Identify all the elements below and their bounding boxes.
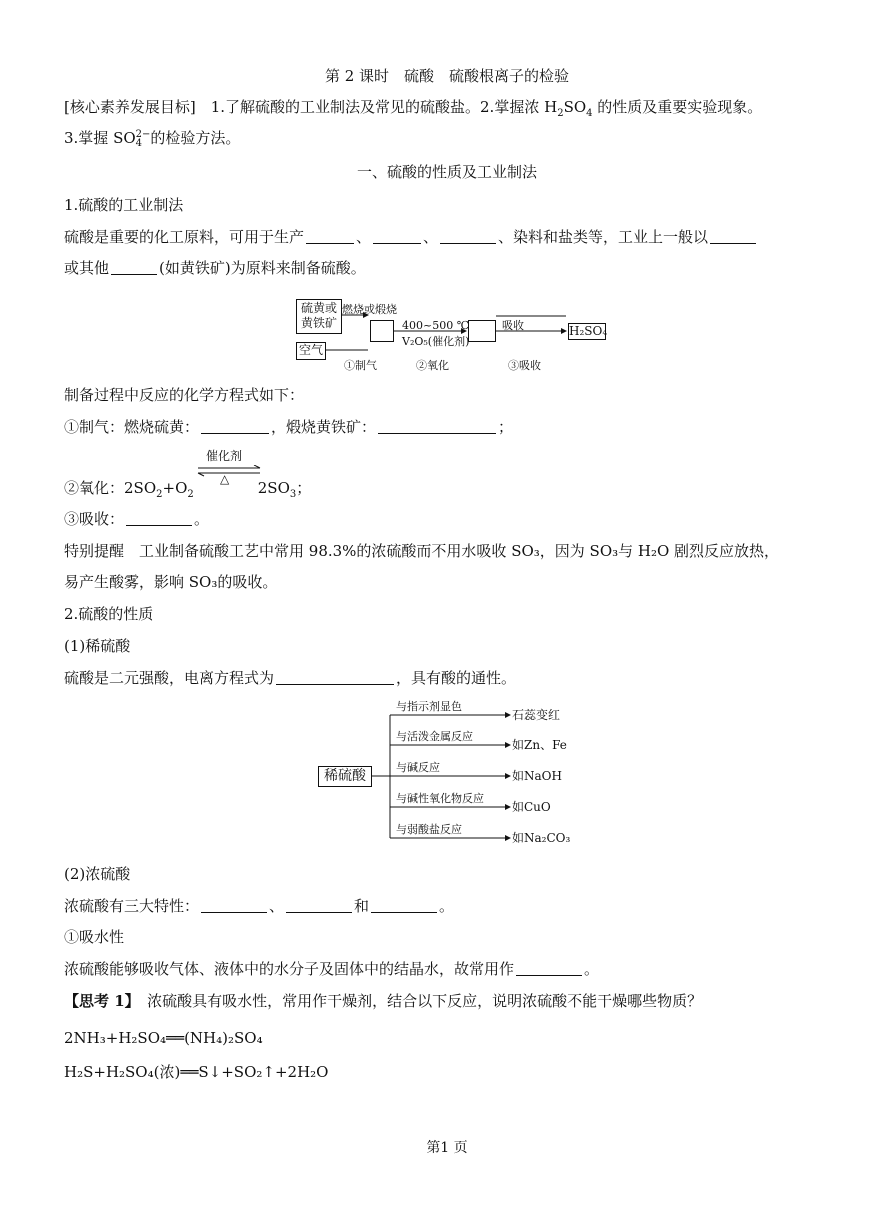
burn-label: 燃烧或煅烧: [342, 303, 397, 316]
tree-branch-result: 石蕊变红: [512, 708, 561, 722]
tree-branch-label: 与碱反应: [396, 761, 440, 774]
air-box: 空气: [296, 342, 326, 360]
paragraph-industrial-2: 或其他 (如黄铁矿)为原料来制备硫酸。: [64, 259, 366, 277]
special-tip-line-1: 特别提醒 工业制备硫酸工艺中常用 98.3%的浓硫酸而不用水吸收 SO₃，因为 SO₃与 H₂O 剧烈反应放热，: [64, 542, 780, 560]
paragraph-three-properties: 浓硫酸有三大特性： 、 和 。: [64, 897, 455, 915]
answer-blank[interactable]: [371, 898, 437, 913]
temperature-label: 400~500 ℃: [402, 319, 470, 332]
product-box: H₂SO₄: [569, 324, 608, 338]
heading-properties: 2.硫酸的性质: [64, 605, 154, 623]
equation-step-2: ②氧化：$2SO_2+O_2$ $2SO_3$；: [64, 479, 312, 500]
page-number: 第1 页: [426, 1140, 468, 1156]
step-3-label: ③吸收: [508, 359, 541, 372]
converter-box: [468, 320, 496, 342]
tree-branch-label: 与活泼金属反应: [396, 730, 473, 743]
reaction-equation-1: 2NH₃+H₂SO₄══(NH₄)₂SO₄: [64, 1029, 263, 1047]
page-title: 第 2 课时 硫酸 硫酸根离子的检验: [324, 67, 570, 85]
answer-blank[interactable]: [516, 961, 582, 976]
tree-branch-result: 如CuO: [512, 800, 551, 814]
heading-concentrated-acid: (2)浓硫酸: [64, 865, 131, 883]
dilute-acid-properties-tree: [316, 698, 596, 848]
absorb-label: 吸收: [502, 319, 524, 332]
answer-blank[interactable]: [111, 260, 157, 275]
answer-blank[interactable]: [440, 229, 496, 244]
answer-blank[interactable]: [378, 419, 496, 434]
answer-blank[interactable]: [126, 511, 192, 526]
tree-branch-label: 与弱酸盐反应: [396, 823, 462, 836]
paragraph-industrial-1: 硫酸是重要的化工原料，可用于生产 、 、 、染料和盐类等，工业上一般以: [64, 227, 758, 247]
step-1-label: ①制气: [344, 359, 377, 372]
tree-branch-result: 如Zn、Fe: [512, 738, 567, 752]
raw-material-box: 硫黄或 黄铁矿: [296, 299, 342, 334]
production-flow-diagram: [290, 295, 620, 375]
heading-water-absorption: ①吸水性: [64, 928, 125, 946]
paragraph-ionization: 硫酸是二元强酸，电离方程式为 ，具有酸的通性。: [64, 669, 517, 687]
section-1-title: 一、硫酸的性质及工业制法: [356, 163, 537, 181]
special-tip-line-2: 易产生酸雾，影响 SO₃的吸收。: [64, 573, 278, 591]
catalyst-condition: 催化剂: [206, 449, 243, 463]
answer-blank[interactable]: [201, 898, 267, 913]
answer-blank[interactable]: [276, 670, 394, 685]
equation-step-1: ①制气：燃烧硫黄： ，煅烧黄铁矿： ；: [64, 418, 514, 436]
answer-blank[interactable]: [306, 229, 354, 244]
think-question-1: 【思考 1】 浓硫酸具有吸水性，常用作干燥剂，结合以下反应，说明浓硫酸不能干燥哪些物质？: [64, 992, 703, 1010]
core-goals-line-2: 3.掌握 SO2− 4 的检验方法。: [64, 129, 241, 149]
furnace-box: [370, 320, 394, 342]
core-goals-line-1: [核心素养发展目标] 1.了解硫酸的工业制法及常见的硫酸盐。2.掌握浓 $H_2SO_4$ 的性质及重要实验现象。: [64, 98, 763, 119]
equations-intro: 制备过程中反应的化学方程式如下：: [64, 386, 305, 404]
heading-industrial-preparation: 1.硫酸的工业制法: [64, 196, 184, 214]
heat-condition: △: [220, 472, 230, 486]
paragraph-water-absorption: 浓硫酸能够吸收气体、液体中的水分子及固体中的结晶水，故常用作 。: [64, 960, 600, 978]
answer-blank[interactable]: [286, 898, 352, 913]
answer-blank[interactable]: [710, 229, 756, 244]
equation-step-3: ③吸收： 。: [64, 510, 210, 528]
tree-branch-label: 与碱性氧化物反应: [396, 792, 484, 805]
answer-blank[interactable]: [373, 229, 421, 244]
reaction-equation-2: H₂S+H₂SO₄(浓)══S↓+SO₂↑+2H₂O: [64, 1063, 329, 1081]
heading-dilute-acid: (1)稀硫酸: [64, 637, 131, 655]
tree-branch-result: 如NaOH: [512, 769, 562, 783]
tree-branch-result: 如Na₂CO₃: [512, 831, 571, 845]
catalyst-label: V₂O₅(催化剂): [402, 335, 470, 348]
tree-branch-label: 与指示剂显色: [396, 700, 462, 713]
step-2-label: ②氧化: [416, 359, 449, 372]
tree-root-dilute-acid: 稀硫酸: [318, 766, 372, 787]
answer-blank[interactable]: [201, 419, 269, 434]
